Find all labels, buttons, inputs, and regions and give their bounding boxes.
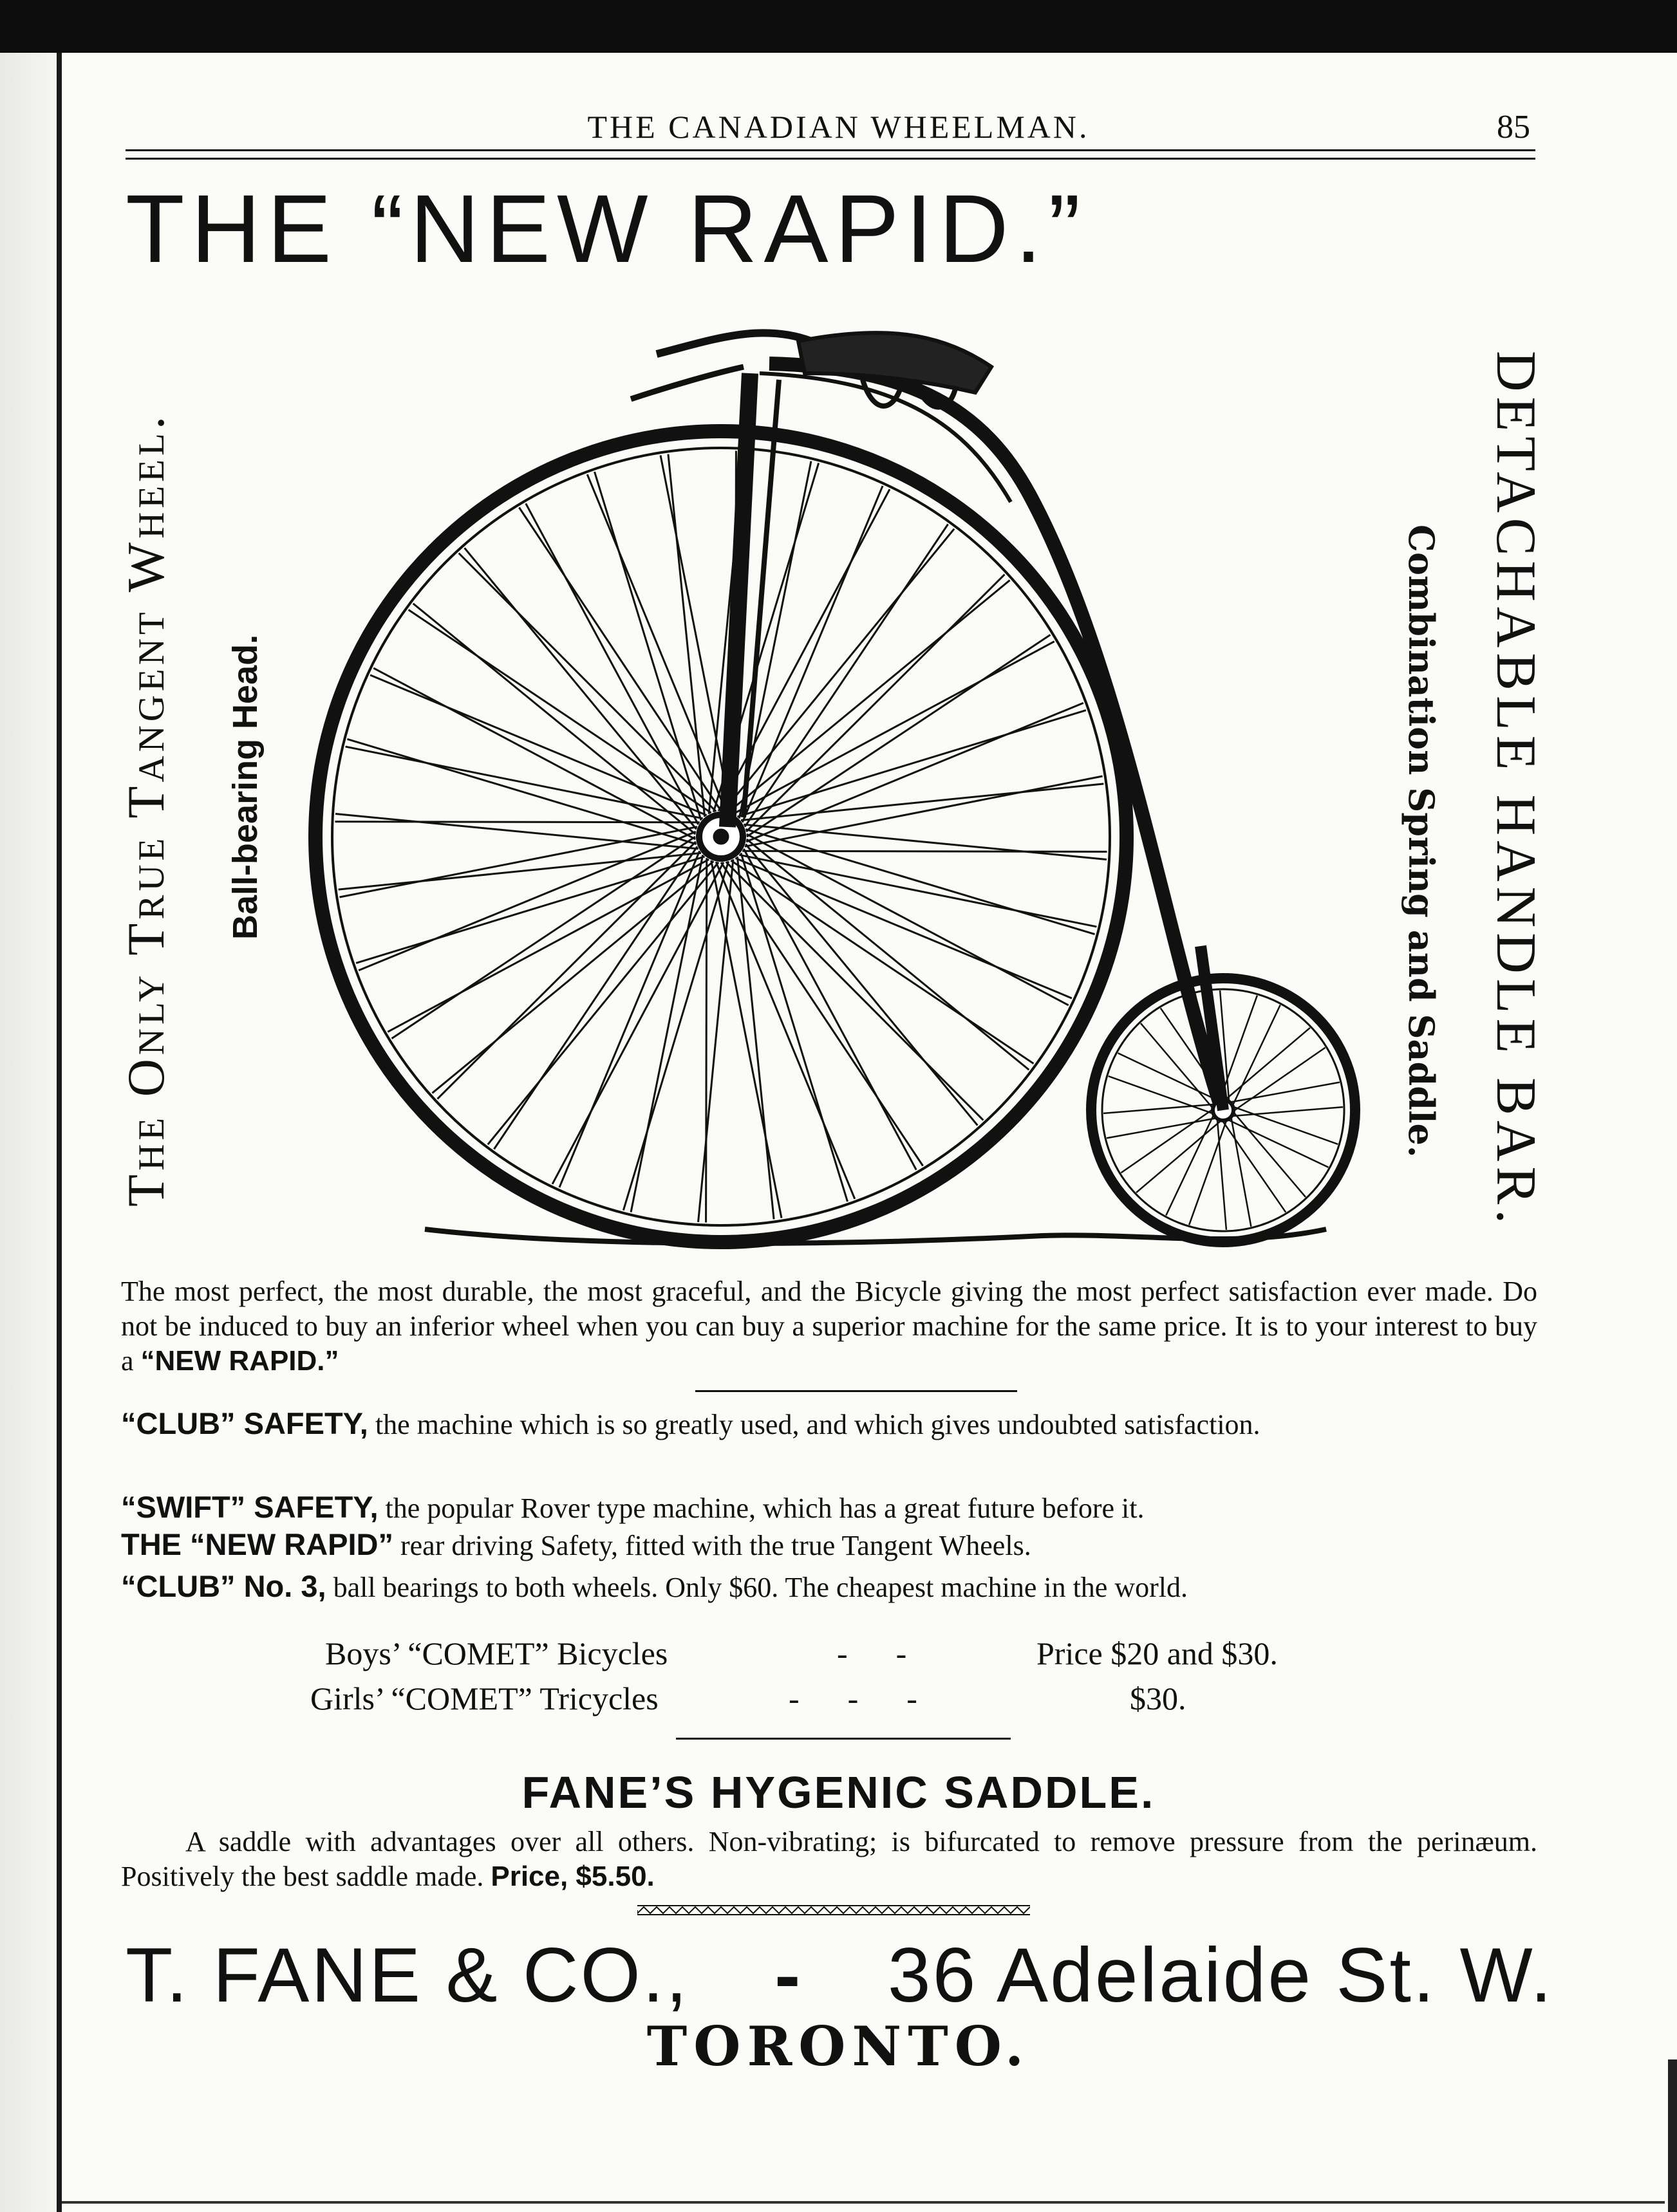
price-dashes: - - xyxy=(837,1635,907,1671)
spoke xyxy=(413,604,696,834)
spoke xyxy=(711,860,782,1218)
company-address-line xyxy=(126,1931,1554,2020)
right-vertical-slogan: DETACHABLE HANDLE BAR. xyxy=(1485,351,1547,1229)
right-vertical-feature: Combination Spring and Saddle. xyxy=(1401,525,1442,1158)
price-row-boys-price xyxy=(1036,1635,1278,1672)
spoke xyxy=(1229,1120,1328,1167)
spoke xyxy=(1226,1028,1310,1099)
model-club-safety xyxy=(121,1406,1537,1442)
spoke xyxy=(1234,1107,1338,1144)
spoke xyxy=(488,862,718,1145)
spoke xyxy=(437,842,695,1099)
spoke xyxy=(747,839,1029,1070)
spoke xyxy=(746,575,1004,832)
intro-text: The most perfect, the most durable, the most graceful, and the Bicycle giving the most perfect satisfaction ever made. Do not be induced to buy an inferior wheel when you can buy a superior machine for the same price. It is to your interest to buy a xyxy=(121,1276,1537,1377)
header-double-rule xyxy=(126,149,1535,160)
spoke xyxy=(1232,1083,1340,1102)
spoke xyxy=(1235,1048,1326,1110)
spoke xyxy=(660,455,731,813)
intro-emphasis: “NEW RAPID.” xyxy=(140,1345,339,1377)
price-row-boys-dashes xyxy=(837,1635,906,1672)
spoke xyxy=(1220,996,1257,1099)
saddle-text: A saddle with advantages over all others. Non-vibrating; is bifurcated to remove pressure from the perinæum. Positively the best saddle made. xyxy=(121,1826,1537,1892)
model-name: “CLUB” No. 3, xyxy=(121,1569,326,1603)
spoke xyxy=(724,529,954,812)
company-name: T. FANE & CO., xyxy=(126,1932,689,2018)
page-number: 85 xyxy=(1497,109,1530,145)
spoke xyxy=(1109,1076,1212,1113)
saddle-paragraph xyxy=(121,1825,1537,1894)
spoke xyxy=(744,824,1107,859)
intro-paragraph xyxy=(121,1274,1537,1379)
saddle-title: FANE’S HYGENIC SADDLE. xyxy=(521,1767,1156,1817)
spoke xyxy=(1189,1121,1226,1225)
spoke xyxy=(698,859,733,1222)
spoke xyxy=(339,853,701,889)
decorative-zigzag-rule xyxy=(637,1902,1030,1919)
spoke xyxy=(1103,1104,1213,1113)
model-name: “CLUB” SAFETY, xyxy=(121,1406,368,1440)
spoke xyxy=(359,832,696,971)
scan-bottom-line xyxy=(62,2201,1665,2204)
price-value: Price $20 and $30. xyxy=(1036,1635,1278,1671)
left-vertical-slogan: The Only True Tangent Wheel. xyxy=(117,412,175,1207)
spoke xyxy=(346,747,703,819)
city-name: TORONTO. xyxy=(646,2014,1031,2078)
spoke xyxy=(741,784,1103,821)
spoke xyxy=(1234,1113,1306,1197)
spoke xyxy=(1107,1119,1215,1139)
price-dashes: - - - xyxy=(789,1680,917,1716)
model-description: the popular Rover type machine, which has a great future before it. xyxy=(378,1492,1145,1524)
spoke xyxy=(746,703,1083,842)
handlebar xyxy=(657,333,811,354)
ad-title: THE “NEW RAPID.” xyxy=(126,174,1087,283)
model-name: “SWIFT” SAFETY, xyxy=(121,1490,379,1524)
scan-top-border xyxy=(0,0,1677,53)
left-vertical-feature: Ball-bearing Head. xyxy=(226,634,265,940)
model-description: the machine which is so greatly used, and which gives undoubted satisfaction. xyxy=(368,1409,1260,1440)
model-description: ball bearings to both wheels. Only $60. The cheapest machine in the world. xyxy=(326,1572,1188,1603)
spoke xyxy=(1217,1120,1226,1230)
spoke xyxy=(1136,1121,1220,1193)
scan-left-border xyxy=(57,53,62,2212)
price-item: Boys’ “COMET” Bicycles xyxy=(325,1635,668,1671)
penny-farthing-illustration xyxy=(270,302,1378,1268)
spoke xyxy=(706,858,707,1222)
spoke xyxy=(631,855,703,1212)
price-row-girls xyxy=(310,1680,659,1717)
spoke xyxy=(1121,1110,1212,1173)
street-address: 36 Adelaide St. W. xyxy=(887,1932,1554,2018)
spoke xyxy=(335,814,698,849)
section-rule xyxy=(676,1738,1011,1740)
section-rule xyxy=(695,1390,1017,1392)
model-swift-safety xyxy=(121,1490,1537,1526)
spoke xyxy=(1233,1005,1280,1104)
price-value: $30. xyxy=(1130,1680,1186,1716)
spoke xyxy=(1223,1122,1286,1213)
spoke xyxy=(1166,1116,1213,1215)
running-head: THE CANADIAN WHEELMAN. xyxy=(587,109,1090,145)
scan-right-edge xyxy=(1668,2059,1677,2212)
spoke xyxy=(739,855,1096,927)
spoke xyxy=(668,454,705,817)
price-row-girls-price xyxy=(1130,1680,1186,1717)
price-row-boys xyxy=(325,1635,668,1672)
model-description: rear driving Safety, fitted with the true Tangent Wheels. xyxy=(393,1530,1031,1561)
spoke xyxy=(1233,1107,1343,1116)
model-new-rapid-safety xyxy=(121,1527,1537,1563)
price-item: Girls’ “COMET” Tricycles xyxy=(310,1680,659,1716)
spoke xyxy=(335,822,699,823)
spoke xyxy=(459,553,717,811)
spoke xyxy=(339,827,697,897)
spoke xyxy=(587,474,726,812)
spoke xyxy=(1232,1119,1251,1227)
price-row-girls-dashes xyxy=(789,1680,917,1717)
saddle-price: Price, $5.50. xyxy=(491,1861,655,1892)
address-dash: - xyxy=(774,1932,803,2018)
spoke xyxy=(726,862,984,1120)
model-name: THE “NEW RAPID” xyxy=(121,1527,393,1561)
spoke xyxy=(716,862,855,1199)
model-club-no3 xyxy=(121,1569,1537,1605)
spoke xyxy=(737,857,774,1219)
page-gutter-shadow xyxy=(0,53,58,2212)
spoke xyxy=(745,776,1103,846)
